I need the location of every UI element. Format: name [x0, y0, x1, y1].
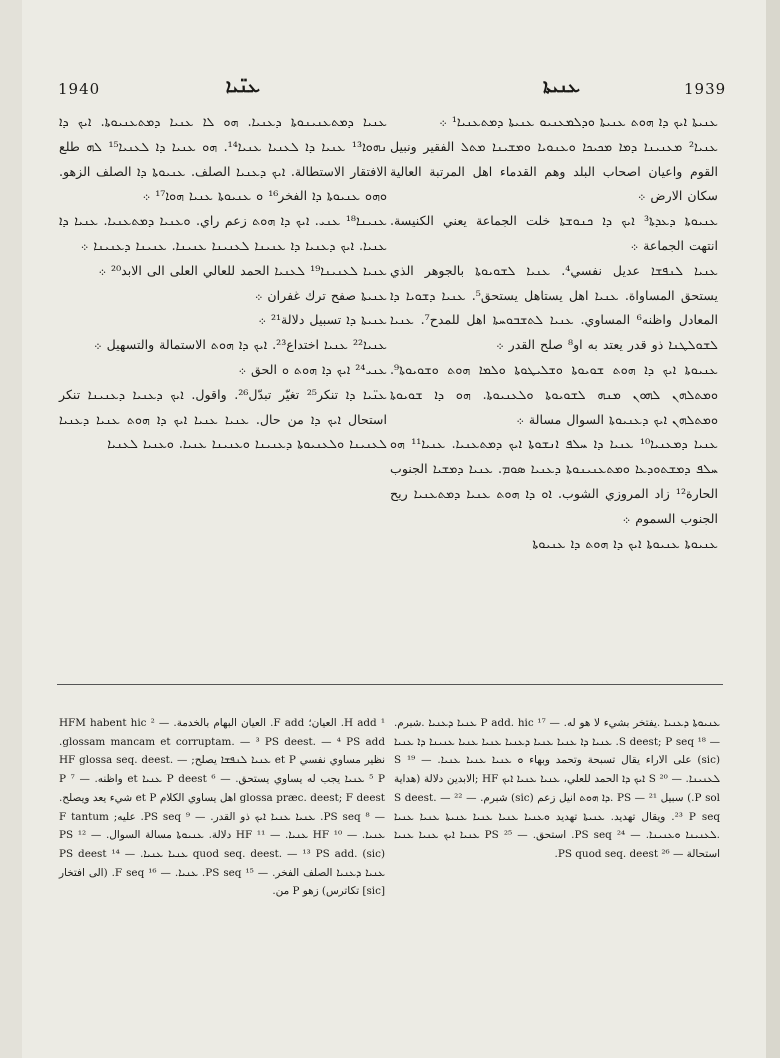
right-footnotes	[394, 714, 720, 864]
entry: ܥܢܝܐ ܕܡܥܢܝܐ¹⁰ ܥܢܝܐ ܕܐ ܚܠܦ ܐܢܫܘܬܐ ܐܝܟ ܕܡܬܥܢܝܐ. ܥܢܝܐ¹¹ ܗܘ ܚܠܦ ܕܡܫܬܘܕܥܐ ܘܡܬܥܢܝܢܘܬܐ ܕܥܢܝܐ ܣܘܡ. ܥܢܝܐ ܕܡܫܝܐ الجنوب الحارة¹² زاد المروزي الشوب. ܐܘ ܕܐ ܗܘܬ ܥܢܝܐ ܕܡܬܥܢܝܐ ريح الجنوب السموم ܀	[390, 436, 718, 526]
entry: ܥܢܝܬܐ ܕܐ تسبيل دلالة²¹ ܀	[258, 312, 387, 328]
entry: ܥܢܝܘܬܐ ܕܥܕܬܐ³ ܐܝܟ ܕܐ ܟܢܘܫܬܐ خلت الجماعة يعني الكنيسة. انتهت الجماعة ܀	[390, 213, 718, 253]
entry: ܥܢܝܐ ܠܢܦܫܐ عديل نفسي⁴. ܥܢܝܐ ܠܫܘܝܘܬܐ بالجوهر الذي يستحق المساواة. ܥܢܝܐ اهل يستاهل يستحق⁵. ܥܢܝܐ ܕܫܘܝܐ ܕܐ المعادل واظنه⁶ المساوي. ܥܢܝܐ ܠܬܫܒܘܚܬܐ اهل للمدح⁷. ܥܢܝܐ ܠܫܘܠܛܢܐ ذو قدر يعتد به او⁸ صلح القدر ܀	[390, 262, 719, 353]
entry: ܥܢܝܬܐ صفح ترك غفران ܀	[254, 287, 387, 303]
footnote-separator-rule	[57, 684, 723, 685]
page-right-edge	[766, 0, 780, 1058]
entry: ܥܢܝܐ²² ܥܢܝܐ اختداع²³. ܐܝܟ ܕܐ ܗܘܬ الاستمالة والتسهيل ܀	[94, 337, 387, 353]
entry: ܥܢܝܐ ܕܡܬܥܢܝܢܘܬܐ ܕܥܢܝܐ. ܗܘ ܠܐ ܥܢܝܐ ܕܡܬܥܢܝܘܬܐ. ܐܝܟ ܕܐ ܢܗܘܐ¹³ ܥܢܝܐ ܕܐ ܠܥܢܝܐ ܥܢܝܐ¹⁴. ܗܘ ܥܢܝܐ ܕܐ ܠܥܢܝܐ¹⁵ ܠܗ طلع الافتقار الاستطالة. ܐܝܟ ܕܥܢܝܐ الصلف. ܥܢܝܘܬܐ ܕܐ الصلف الزهو. ܘܗܘ ܥܢܝܘܬܐ ܕܐ الفخر¹⁶ ܘ ܥܢܝܘܬܐ ܥܢܝܐ ܗܘܐ¹⁷ ܀	[59, 114, 388, 204]
left-running-headword: ܥܢ̈ܝܐ	[225, 76, 260, 97]
page-left-edge	[0, 0, 22, 1058]
entry: ܥܢ̈ܝܐ ܕܐ تنكر²⁵ تغيّر تبدّل²⁶. واقول. ܐܝܟ ܕܥܢܝܐ ܕܥܢܝܢܐ تنكر استحال ܐܝܟ ܕܐ من حال. ܥܢܝܐ ܥܢܝܐ ܐܝܟ ܕܐ ܗܘܬ ܥܢܝܐ ܕܥܢܝܐ ܠܥܢܝܢܐ ܘܠܥܢܝܘܬܐ ܕܥܢܝܢܐ ܘܥܢܝܢܐ ܥܢܝܐ. ܘܥܢܝܐ ܠܥܢܝܐ	[59, 386, 387, 452]
left-column	[59, 110, 387, 457]
left-footnotes	[59, 714, 385, 901]
entry: ܥܢܝܬܐ ܐܝܟ ܕܐ ܗܘܬ ܥܢܝܬܐ ܘܕܠܡܥܢܝܘ ܥܢܝܬܐ ܕܡܬܥܢܝܐ¹ ܀	[439, 114, 718, 129]
footnote-block: ܥܢܝܘܬܐ ܕܥܢܝܐ .يفتخر بشيء لا هو له. — ¹⁷ P add. hic ܥܢܝܐ ܕܥܢܝܐ .شبرم. — ¹⁸ S deest; P seq. ܥܢܝܐ ܕܐ ܥܢܝܐ ܥܢܝܐ ܕܥܢܝܐ ܥܢܝܐ ܥܢܝܐ ܥܢܝܢܐ ܕܐ ܥܢܝܐ (sic) على الاراء يقال تسبحة وتحمد وبهاء ܘ ܥܢܝܐ ܥܢܝܐ ܥܢܝܐ. — ¹⁹ S ܠܥܢܝܢܐ. — ²⁰ S ܐܝܟ ܕܐ الحمد للعلي، ܥܢܝܐ ܥܢܝܐ ܐܝܟ HF ;الابدين دلالة (هداية P sol.) سبيل PS — ²¹ .ܕܐ ܗܘܬ انيل زعم (sic) شبرم. — ²² S deest. — ²³ P seq. ويقال تهديد. ܥܢܝܬܐ تهديد ܘܥܢܝܐ ܥܢܝܐ ܥܢܝܐ ܥܢܝܬܐ ܥܢܝܐ ܥܢܝܐ .ܠܥܢܝܢܐ ܘܥܢܝܢܐ. — ²⁴ PS seq. استحق. — ²⁵ PS ܥܢܝܐ ܐܝܟ ܥܢܝܐ ܥܢܝܐ استحالة — ²⁶ PS quod seq. deest.	[394, 717, 721, 860]
entry: ܥܢܝܘܬܐ ܥܢܝܘܬܐ ܐܝܟ ܕܐ ܗܘܬ ܕܐ ܥܢܝܘܬܐ	[532, 535, 718, 551]
right-column	[390, 110, 718, 556]
left-page-number: 1940	[58, 80, 101, 98]
entry: ܥܢܝܢܐ¹⁸ ܥܢܝ. ܐܝܟ ܕܐ ܗܘܬ زعم راي. ܘܥܢܝܐ ܕܡܬܥܢܝܐ. ܥܢܝܐ ܕܐ ܥܢܝܐ. ܐܝܟ ܕܥܢܝܐ ܕܐ ܥܢܝܢܐ ܠܥܢܝܢܐ ܥܢܝܢܐ. ܥܢܝܢܐ ܕܥܢܝܢܐ ܀	[59, 213, 387, 253]
footnote-block: ¹ H add. العيان؛ F add. العيان البهام بالخدمة. — ² HFM habent hic glossam mancam et corruptam. — ³ PS deest. — ⁴ PS add. نظير مساوي نفسي et P ܥܢܝܐ ܠܢܦܫܐ يصلح; HF glossa seq. deest. — ⁵ P ܥܢܝܐ يجب له يساوي يستحق. — ⁶ P deest ܥܢܝܐ et واظنه. — ⁷ P glossa præc. deest; F deest اهل يساوي الكلام et P شيء يعد ويصلح. — ⁸ PS seq. ܥܢܝܐ ܥܢܝܐ ܐܝܟ ذو القدر. — ⁹ PS seq. عليه; F tantum ܥܢܝܐ. — ¹⁰ HF ܥܢܝܐ. — ¹¹ HF دلالة. ܥܢܝܘܬܐ مسالة السوال. — ¹² PS quod seq. deest. — ¹³ PS add. (sic) ܥܢܝܐ ܥܢܝܐ. — ¹⁴ PS deest ܥܢܝܐ ܕܥܢܝܐ الصلف الفخر. — ¹⁵ PS seq. ܥܢܝܐ. — ¹⁶ F seq. (الى افتخار [sic] تكاترس) زهو P من.	[59, 717, 386, 898]
right-running-headword: ܥܢܝܬܐ	[542, 76, 580, 97]
entry: ܥܢܝ²⁴ ܐܝܟ ܕܐ ܗܘܬ ܘ الحق ܀	[238, 361, 387, 377]
right-page-number: 1939	[684, 80, 727, 98]
entry: ܥܢܝܐ ܠܥܢܝܢܐ¹⁹ ܠܥܢܝܐ الحمد للعالي العلى الى الابد²⁰ ܀	[98, 262, 387, 278]
entry: ܥܢܝܘܬܐ ܐܝܟ ܕܐ ܗܘܬ ܫܘܝܘܬܐ ܘܫܠܝܛܘܬܐ ܘܠܡܐ ܗܘܬ ܘܫܘܝܘܬܐ⁹. ܘܡܬܠܗܢ ܠܗܘܢ ܡܢܗ ܠܫܘܝܘܬܐ ܘܠܥܢܝܘܬܐ. ܗܘ ܕܐ ܫܘܝܘܬܐ ܘܡܬܠܗܢ ܐܝܟ ܕܥܢܝܘܬܐ السوال مسالة ܀	[390, 361, 718, 427]
entry: ܥܢܝܐ² ܡܥܢܝܢܐ ܕܡܐ ܡܟܝܟܐ ܘܥܢܘܝܐ ܘܡܫܝܢܐ ܡܬܠ الفقير ونبيل القوم واعيان اصحاب البلد وهم القدماء اهل المرتبة العالية سكان الارض ܀	[390, 138, 719, 204]
